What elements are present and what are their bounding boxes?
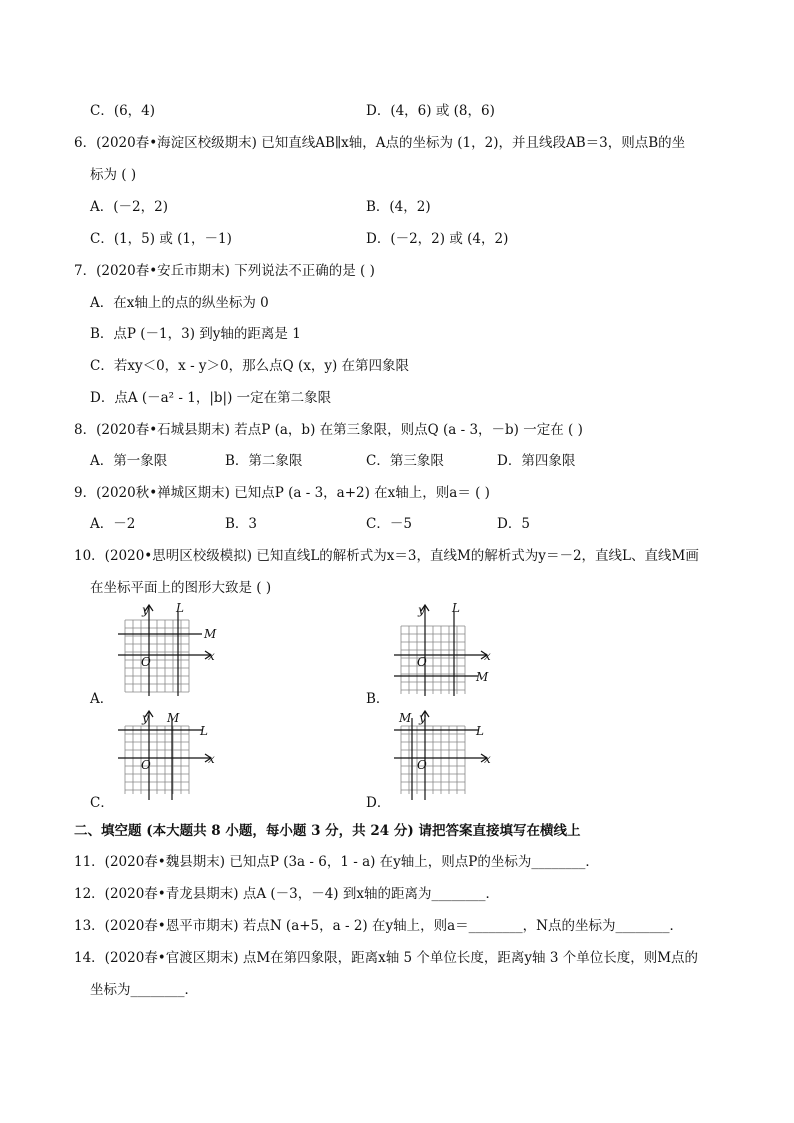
q7-option-c[interactable]: C．若xy＜0，x - y＞0，那么点Q (x，y) 在第四象限 — [90, 358, 410, 374]
graph-b-l-label: L — [452, 601, 460, 615]
q7-option-b[interactable]: B．点P (－1，3) 到y轴的距离是 1 — [90, 326, 301, 342]
graph-a-x-label: x — [208, 649, 215, 663]
q10-stem-line1: 10．(2020•思明区校级模拟) 已知直线L的解析式为x＝3，直线M的解析式为y＝－2，直线L、直线M画 — [74, 548, 699, 564]
q12-stem: 12．(2020春•青龙县期末) 点A (－3，－4) 到x轴的距离为________． — [74, 886, 499, 902]
q14-stem-line1: 14．(2020春•官渡区期末) 点M在第四象限，距离x轴 5 个单位长度，距离y轴 3 个单位长度，则M点的 — [74, 950, 699, 966]
q8-option-c[interactable]: C．第三象限 — [366, 453, 444, 469]
q9-option-d[interactable]: D．5 — [497, 516, 530, 532]
q13-stem: 13．(2020春•恩平市期末) 若点N (a+5，a - 2) 在y轴上，则a＝________，N点的坐标为________． — [74, 918, 683, 934]
graph-d-l-label: L — [476, 724, 484, 738]
graph-c-y-label: y — [142, 711, 149, 725]
q8-option-b[interactable]: B．第二象限 — [225, 453, 303, 469]
q10-stem-line2: 在坐标平面上的图形大致是 ( ) — [90, 580, 272, 596]
q8-stem: 8．(2020春•石城县期末) 若点P (a，b) 在第三象限，则点Q (a - 3，－b) 一定在 ( ) — [74, 422, 583, 438]
q6-stem-line2: 标为 ( ) — [90, 167, 137, 183]
q10-option-a[interactable]: A． — [90, 691, 114, 707]
graph-d-origin: O — [417, 758, 427, 772]
graph-a-origin: O — [141, 655, 151, 669]
graph-b-x-label: x — [484, 649, 491, 663]
graph-d-y-label: y — [419, 711, 426, 725]
q14-stem-line2: 坐标为________． — [90, 982, 198, 998]
q7-stem: 7．(2020春•安丘市期末) 下列说法不正确的是 ( ) — [74, 263, 375, 279]
q6-option-c[interactable]: C．(1，5) 或 (1，－1) — [90, 231, 232, 247]
q8-option-d[interactable]: D．第四象限 — [497, 453, 576, 469]
graph-b-m-label: M — [476, 670, 489, 684]
q6-option-d[interactable]: D．(－2，2) 或 (4，2) — [366, 231, 509, 247]
graph-c-origin: O — [141, 758, 151, 772]
q6-stem-line1: 6．(2020春•海淀区校级期末) 已知直线AB∥x轴，A点的坐标为 (1，2)，并且线段AB＝3，则点B的坐 — [74, 135, 686, 151]
q11-stem: 11．(2020春•魏县期末) 已知点P (3a - 6，1 - a) 在y轴上，则点P的坐标为________． — [74, 854, 599, 870]
q10-option-b[interactable]: B． — [366, 691, 390, 707]
q6-option-b[interactable]: B．(4，2) — [366, 199, 431, 215]
graph-b-y-label: y — [418, 603, 425, 617]
q5-option-d[interactable]: D．(4，6) 或 (8，6) — [366, 103, 495, 119]
q5-option-c[interactable]: C．(6，4) — [90, 103, 156, 119]
q7-option-a[interactable]: A．在x轴上的点的纵坐标为 0 — [90, 295, 269, 311]
graph-c-l-label: L — [200, 724, 208, 738]
q6-option-a[interactable]: A．(－2，2) — [90, 199, 168, 215]
q10-graph-b — [386, 600, 496, 696]
graph-c-m-label: M — [167, 711, 180, 725]
q9-option-b[interactable]: B．3 — [225, 516, 258, 532]
graph-a-l-label: L — [176, 601, 184, 615]
graph-b-origin: O — [417, 655, 427, 669]
section2-title: 二、填空题 (本大题共 8 小题，每小题 3 分，共 24 分) 请把答案直接填写在横线上 — [74, 823, 581, 839]
graph-a-y-label: y — [142, 603, 149, 617]
graph-a-m-label: M — [204, 627, 217, 641]
graph-c-x-label: x — [208, 752, 215, 766]
q9-stem: 9．(2020秋•禅城区期末) 已知点P (a - 3，a+2) 在x轴上，则a＝ ( ) — [74, 485, 490, 501]
q10-option-d[interactable]: D． — [366, 795, 391, 811]
graph-d-m-label: M — [399, 711, 412, 725]
q10-option-c[interactable]: C． — [90, 795, 114, 811]
q9-option-c[interactable]: C．－5 — [366, 516, 412, 532]
q10-graph-a — [110, 600, 220, 696]
graph-d-x-label: x — [484, 752, 491, 766]
q10-graph-d — [386, 706, 496, 802]
q10-graph-c — [110, 706, 220, 802]
q9-option-a[interactable]: A．－2 — [90, 516, 136, 532]
q8-option-a[interactable]: A．第一象限 — [90, 453, 168, 469]
q7-option-d[interactable]: D．点A (－a² - 1，|b|) 一定在第二象限 — [90, 390, 332, 406]
